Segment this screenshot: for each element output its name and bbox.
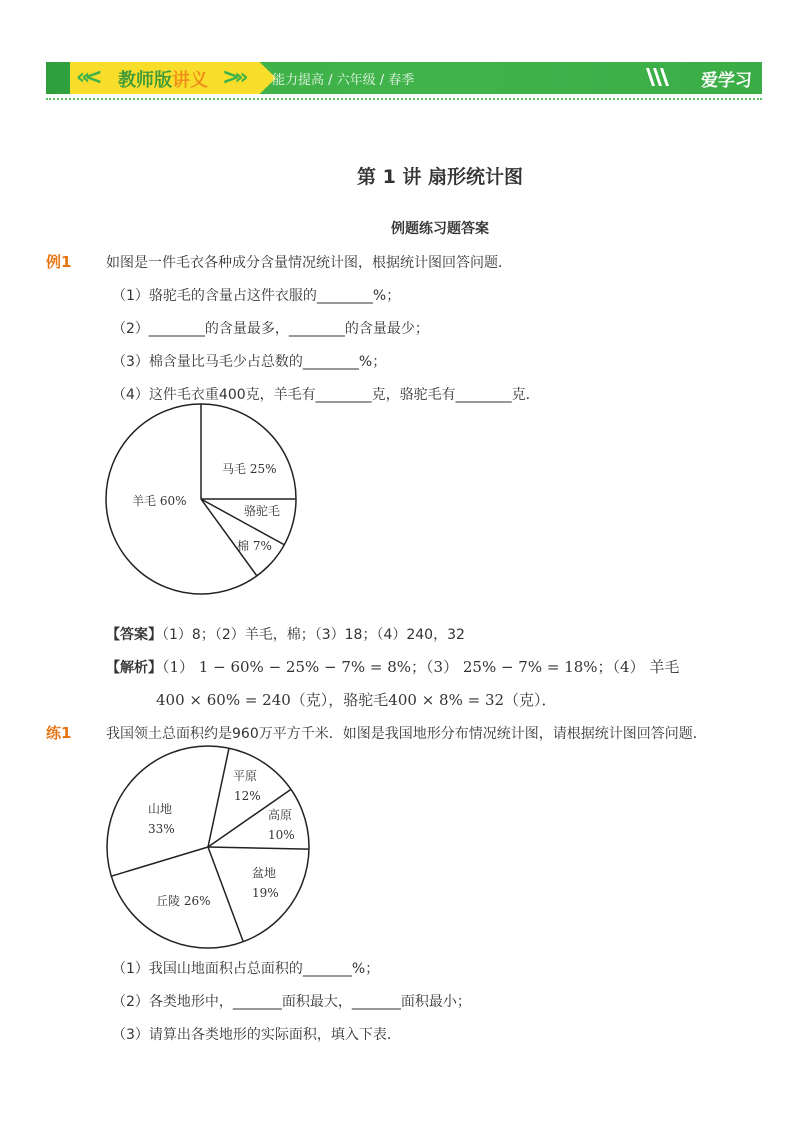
- example-q2: （2）________的含量最多，________的含量最少；: [112, 321, 429, 337]
- pie2-pct-mountain: 33%: [148, 822, 175, 836]
- page-subtitle: 例题练习题答案: [391, 221, 489, 237]
- chevron-right-icon: >»: [222, 65, 243, 90]
- example-answer: [106, 624, 465, 644]
- header-banner: [46, 62, 762, 94]
- pie-chart-terrain: [100, 737, 320, 957]
- practice-q3: （3）请算出各类地形的实际面积，填入下表．: [112, 1027, 401, 1043]
- example-q1: （1）骆驼毛的含量占这件衣服的________%；: [112, 288, 401, 304]
- analysis-tag: 【解析】: [106, 660, 162, 676]
- pie2-pct-basin: 19%: [252, 886, 279, 900]
- pie2-label-plain: 平原: [233, 769, 258, 783]
- page-title: 第 1 讲 扇形统计图: [356, 166, 524, 188]
- pie1-label-cotton: 棉 7%: [237, 539, 272, 553]
- example-analysis: [106, 656, 679, 677]
- header-subtitle: 能力提高 / 六年级 / 春季: [272, 73, 415, 88]
- pie2-label-hills: 丘陵 26%: [156, 894, 211, 908]
- pie2-label-basin: 盆地: [252, 866, 277, 880]
- example-q4: （4）这件毛衣重400克，羊毛有________克，骆驼毛有________克．: [112, 387, 540, 403]
- pie1-label-horsehair: 马毛 25%: [222, 462, 277, 476]
- example-label: 例1: [46, 253, 72, 271]
- pie1-label-camelhair: 骆驼毛: [244, 504, 281, 518]
- answer-text: （1）8；（2）羊毛，棉；（3）18；（4）240，32: [162, 627, 465, 643]
- header-title-part1: 教师版: [118, 70, 172, 91]
- header-divider: [46, 98, 762, 100]
- pie2-pct-plateau: 10%: [268, 828, 295, 842]
- example-q3: （3）棉含量比马毛少占总数的________%；: [112, 354, 387, 370]
- example-question: 如图是一件毛衣各种成分含量情况统计图，根据统计图回答问题．: [106, 255, 512, 271]
- pie2-pct-plain: 12%: [234, 789, 261, 803]
- practice-q1: （1）我国山地面积占总面积的_______%；: [112, 961, 380, 977]
- pie2-label-mountain: 山地: [148, 802, 173, 816]
- chevron-left-icon: «<: [76, 65, 97, 90]
- practice-q2: （2）各类地形中，_______面积最大，_______面积最小；: [112, 994, 471, 1010]
- logo-text: 爱学习: [701, 71, 752, 91]
- analysis-line2: 400 × 60% = 240（克），骆驼毛400 × 8% = 32（克）．: [156, 691, 557, 709]
- answer-tag: 【答案】: [106, 627, 162, 643]
- logo-icon: [644, 64, 670, 90]
- pie2-label-plateau: 高原: [268, 808, 293, 822]
- practice-label: 练1: [46, 724, 72, 742]
- pie-chart-sweater: [96, 396, 316, 616]
- header-title: [118, 66, 208, 92]
- pie1-label-wool: 羊毛 60%: [132, 494, 187, 508]
- header-title-part2: 讲义: [172, 70, 208, 91]
- practice-question: 我国领土总面积约是960万平方千米．如图是我国地形分布情况统计图，请根据统计图回答问题．: [106, 726, 707, 742]
- analysis-line1: （1） 1 − 60% − 25% − 7% = 8%；（3） 25% − 7% = 18%；（4） 羊毛: [162, 658, 680, 676]
